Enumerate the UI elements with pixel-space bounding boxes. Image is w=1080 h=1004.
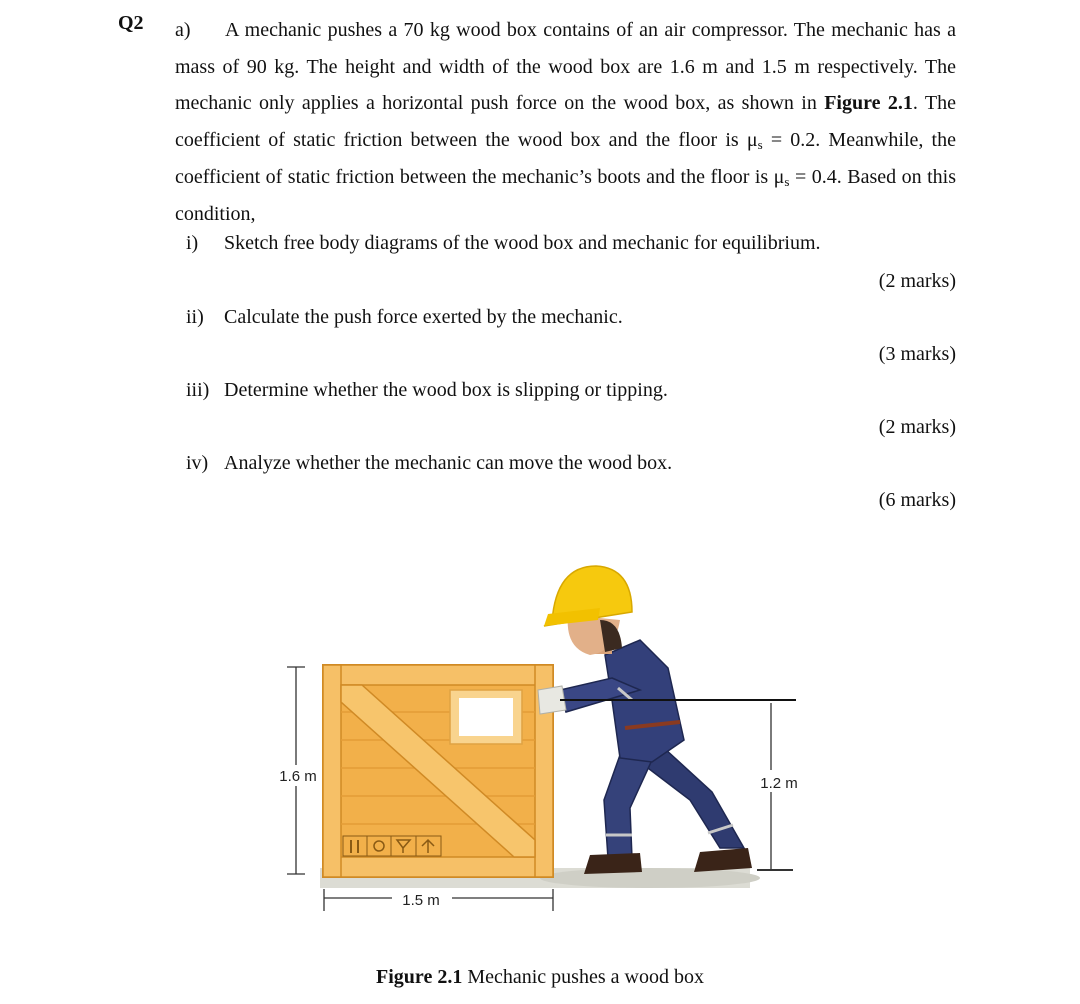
figure-2-1 bbox=[0, 540, 1080, 960]
back-boot bbox=[694, 848, 752, 872]
subquestion-numeral: i) bbox=[186, 232, 199, 254]
subquestion-numeral: iv) bbox=[186, 452, 209, 474]
subquestion-text: Sketch free body diagrams of the wood box and mechanic for equilibrium. bbox=[224, 232, 821, 254]
subquestion-iii bbox=[186, 379, 668, 402]
subquestion-text: Determine whether the wood box is slipping or tipping. bbox=[224, 379, 668, 401]
question-text-2: . The coefficient of static friction between the wood box and the floor is μ bbox=[175, 92, 956, 152]
mu-subscript-box: s bbox=[757, 137, 763, 153]
marks-iii: (2 marks) bbox=[878, 416, 956, 438]
subquestion-numeral: iii) bbox=[186, 379, 210, 401]
box-width-label: 1.5 m bbox=[402, 892, 440, 909]
figure-reference: Figure 2.1 bbox=[824, 92, 913, 115]
question-paragraph bbox=[175, 12, 956, 232]
part-label: a) bbox=[175, 19, 191, 41]
figure-caption bbox=[0, 966, 1080, 989]
subquestion-numeral: ii) bbox=[186, 306, 204, 328]
mechanic bbox=[538, 566, 752, 874]
subquestion-text: Analyze whether the mechanic can move the wood box. bbox=[224, 452, 673, 474]
marks-i: (2 marks) bbox=[878, 270, 956, 292]
subquestion-i bbox=[186, 232, 821, 255]
question-text-3: = 0.2. Meanwhile, the coefficient of static friction between the mechanic’s boots and the floor is μ bbox=[175, 129, 956, 188]
caption-label: Figure 2.1 bbox=[376, 966, 463, 988]
push-height-label: 1.2 m bbox=[760, 775, 798, 792]
front-boot bbox=[584, 853, 642, 874]
caption-text: Mechanic pushes a wood box bbox=[462, 966, 704, 988]
question-text-1: A mechanic pushes a 70 kg wood box contains of an air compressor. The mechanic has a mass of 90 kg. The height and width of the wood box are 1.6 m and 1.5 m respectively. The mechanic only applies a horizontal push force on the wood box, as shown in bbox=[175, 19, 956, 115]
mechanic-shadow bbox=[540, 868, 760, 888]
question-number: Q2 bbox=[118, 12, 144, 34]
subquestion-ii bbox=[186, 306, 623, 329]
marks-iv: (6 marks) bbox=[878, 489, 956, 511]
box-height-label: 1.6 m bbox=[279, 768, 317, 785]
mu-subscript-boots: s bbox=[784, 173, 790, 189]
question-text-4: = 0.4. Based on this condition, bbox=[175, 165, 956, 225]
wood-box bbox=[323, 665, 553, 877]
subquestion-text: Calculate the push force exerted by the mechanic. bbox=[224, 306, 623, 328]
marks-ii: (3 marks) bbox=[878, 343, 956, 365]
subquestion-iv bbox=[186, 452, 672, 475]
